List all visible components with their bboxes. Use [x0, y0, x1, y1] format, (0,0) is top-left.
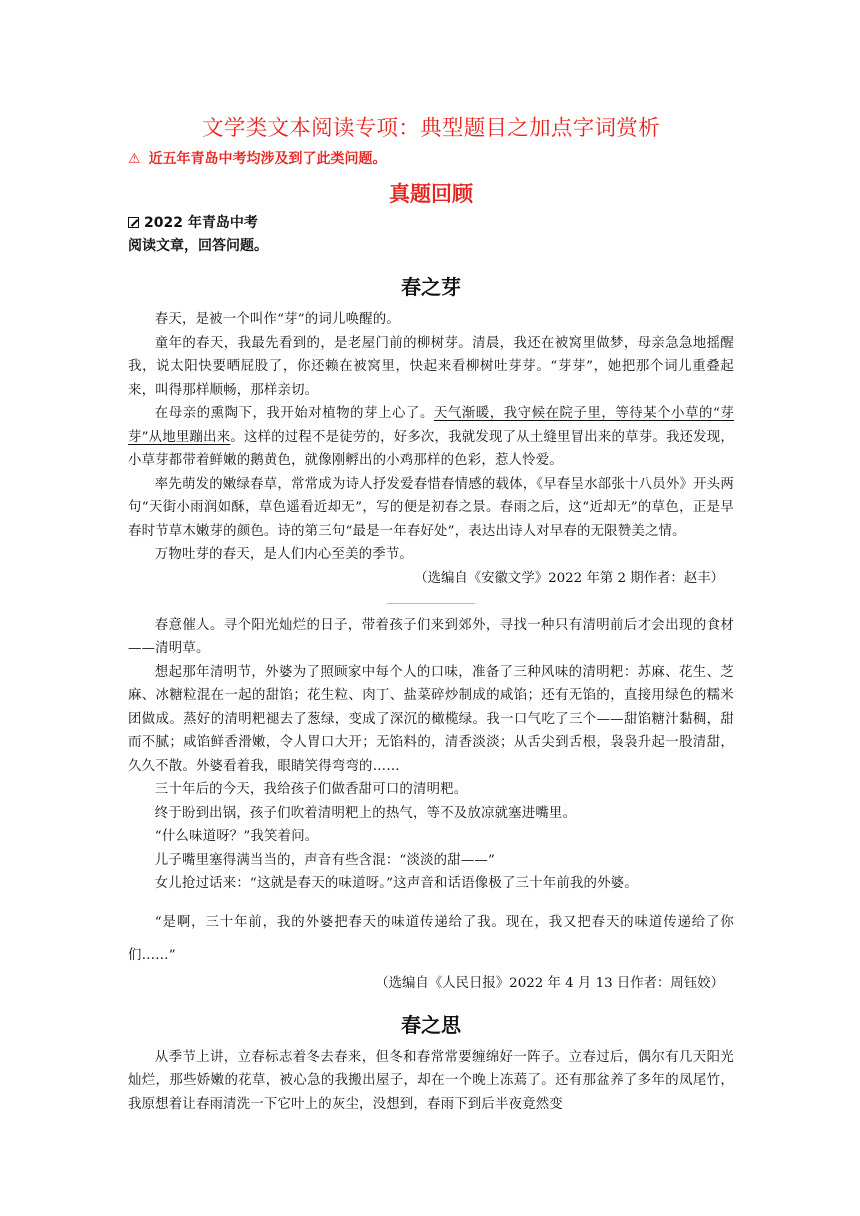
source-citation-2: （选编自《人民日报》2022 年 4 月 13 日作者：周钰姣）: [375, 975, 724, 991]
article-title-3: 春之思: [401, 1012, 461, 1037]
paragraph: “是啊，三十年前，我的外婆把春天的味道传递给了我。现在，我又把春天的味道传递给了你们……”: [128, 914, 734, 963]
paragraph: “什么味道呀？”我笑着问。: [154, 829, 319, 844]
paragraph: 三十年后的今天，我给孩子们做香甜可口的清明粑。: [154, 782, 468, 797]
paragraph: 春天，是被一个叫作“芽”的词儿唤醒的。: [154, 312, 400, 327]
paragraph-text: 。这样的过程不是徒劳的，好多次，我就发现了从土缝里冒出来的草芽。我还发现，小草芽都带着鲜嫩的鹅黄色，就像刚孵出的小鸡那样的色彩，惹人怜爱。: [128, 429, 734, 468]
exam-label: 2022 年青岛中考: [144, 215, 258, 231]
spacer: [128, 896, 734, 906]
exam-label-line: [128, 212, 734, 235]
paragraph: [128, 402, 734, 473]
notice-text: 近五年青岛中考均涉及到了此类问题。: [148, 151, 387, 167]
paragraph: 终于盼到出锅，孩子们吹着清明粑上的热气，等不及放凉就塞进嘴里。: [154, 805, 577, 821]
document-page: [128, 112, 734, 1116]
paragraph: 女儿抢过话来：“这就是春天的味道呀。”这声音和话语像极了三十年前我的外婆。: [154, 876, 638, 891]
paragraph: 率先萌发的嫩绿春草，常常成为诗人抒发爱春惜春情感的载体，《早春呈水部张十八员外》开头两句“天街小雨润如酥，草色遥看近却无”，写的便是初春之景。春雨之后，这“近却无”的草色，正是早春时节草木嫩芽的颜色。诗的第三句“最是一年春好处”，表达出诗人对早春的无限赞美之情。: [128, 476, 734, 539]
paragraph: 从季节上讲，立春标志着冬去春来，但冬和春常常要缠绵好一阵子。立春过后，偶尔有几天阳光灿烂，那些娇嫩的花草，被心急的我搬出屋子，却在一个晚上冻蔫了。还有那盆养了多年的凤尾竹，我原想着让春雨清洗一下它叶上的灰尘，没想到，春雨下到后半夜竟然变: [128, 1049, 734, 1112]
paragraph: 万物吐芽的春天，是人们内心至美的季节。: [154, 547, 414, 562]
paragraph: 儿子嘴里塞得满当当的，声音有些含混：“淡淡的甜——”: [154, 852, 496, 868]
article-title-1: 春之芽: [401, 275, 461, 299]
paragraph: 春意催人。寻个阳光灿烂的日子，带着孩子们来到郊外，寻找一种只有清明前后才会出现的食材——清明草。: [128, 617, 734, 656]
section-title: 真题回顾: [389, 182, 473, 206]
paragraph-text: 在母亲的熏陶下，我开始对植物的芽上心了。: [154, 406, 434, 421]
paragraph: 童年的春天，我最先看到的，是老屋门前的柳树芽。清晨，我还在被窝里做梦，母亲急急地摇醒我，说太阳快要晒屁股了，你还赖在被窝里，快起来看柳树吐芽芽。“芽芽”，她把那个词儿重叠起来，叫得那样顺畅，那样亲切。: [128, 335, 734, 398]
paragraph: 想起那年清明节，外婆为了照顾家中每个人的口味，准备了三种风味的清明粑：苏麻、花生、芝麻、冰糖粒混在一起的甜馅；花生粒、肉丁、盐菜碎炒制成的咸馅；还有无馅的，直接用绿色的糯米团做成。蒸好的清明粑褪去了葱绿，变成了深沉的橄榄绿。我一口气吃了三个——甜馅糖汁黏稠，甜而不腻；咸馅鲜香滑嫩，令人胃口大开；无馅料的，清香淡淡；从舌尖到舌根，袅袅升起一股清甜，久久不散。外婆看着我，眼睛笑得弯弯的……: [128, 664, 734, 774]
notice-line: [128, 148, 734, 170]
instruction: 阅读文章，回答问题。: [128, 238, 268, 254]
source-citation-1: （选编自《安徽文学》2022 年第 2 期作者：赵丰）: [414, 570, 724, 586]
warning-icon: ⚠: [128, 151, 141, 167]
divider: [387, 603, 475, 604]
underlined-sentence: 天气渐暖，我守候在院子里，等待某个小草的“芽芽”从地里蹦出来: [128, 406, 735, 445]
checkbox-icon: [128, 217, 139, 228]
page-title: 文学类文本阅读专项：典型题目之加点字词赏析: [202, 116, 660, 141]
